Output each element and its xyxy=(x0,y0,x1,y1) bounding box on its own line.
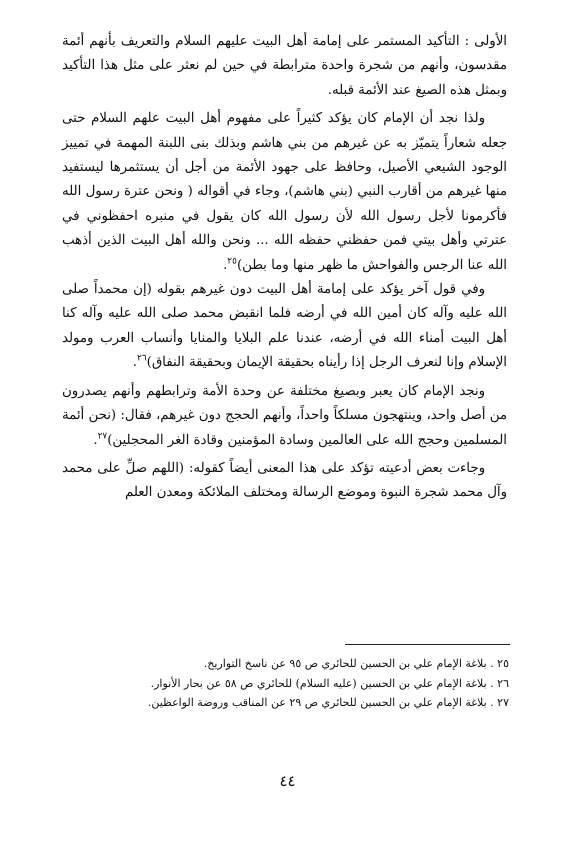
paragraph-3: وفي قول آخر يؤكد على إمامة أهل البيت دون غيرهم بقوله (إن محمداً صلى الله عليه وآله كان أمين الله في أرضه فلما انقبض محمد صلى الله عليه وآله كنا أهل البيت أمناء الله في أرضه، عندنا علم البلايا والمنايا وأنساب العرب ومولد الإسلام وإنا لنعرف الرجل إذا رأيناه بحقيقة الإيمان وبحقيقة النفاق)$^{٢٦}$. xyxy=(62,282,507,371)
footnote-26: ٢٦ . بلاغة الإمام علي بن الحسين (عليه السلام) للحائري ص ٥٨ عن بحار الأنوار. xyxy=(150,676,509,690)
paragraph-1 xyxy=(62,30,507,103)
footnotes xyxy=(140,654,509,713)
footnote-27: ٢٧ . بلاغة الإمام علي بن الحسين للحائري ص ٢٩ عن المناقب وروضة الواعظين. xyxy=(147,696,509,709)
paragraph-3-text: وفي قول آخر يؤكد على إمامة أهل البيت دون غيرهم بقوله (إن محمداً صلى الله عليه وآله كان أمين الله في أرضه فلما انقبض محمد صلى الله عليه وآله كنا أهل البيت أمناء الله في أرضه، عندنا علم البلايا والمنايا وأنساب العرب ومولد الإسلام وإنا لنعرف الرجل إذا رأيناه بحقيقة الإيمان وبحقيقة النفاق) xyxy=(62,282,507,371)
paragraph-1-text: الأولى : التأكيد المستمر على إمامة أهل البيت عليهم السلام والتعريف بأنهم أئمة مقدسون، وأنهم من شجرة واحدة مترابطة في حين لم نعثر على مثل هذا التأكيد وبمثل هذه الصيغ عند الأئمة قبله. xyxy=(62,34,507,98)
footnote-ref-26: ٢٦ xyxy=(137,353,147,364)
paragraph-5-text: وجاءت بعض أدعيته تؤكد على هذا المعنى أيضاً كقوله: (اللهم صلِّ على محمد وآل محمد شجرة النبوة وموضع الرسالة ومختلف الملائكة ومعدن العلم xyxy=(62,460,507,501)
footnote-separator xyxy=(345,644,510,645)
paragraph-2-text: ولذا نجد أن الإمام كان يؤكد كثيراً على مفهوم أهل البيت علهم السلام حتى جعله شعاراً يتميّز به عن غيرهم من بني هاشم وبذلك بنى اللبنة المهمة في تمييز الوجود الشيعي الأصيل، وحافظ على جهود الأئمة من أجل أن يستثمرها ليستفيد منها غيرهم من أقارب النبي (بني هاشم)، وجاء في أقواله ( ونحن عترة رسول الله فأكرمونا لأجل رسول الله لأن رسول الله كان يقول في منبره احفظوني في عترتي وأهل بيتي فمن حفظني حفظه الله ... ونحن والله أهل البيت الذين أذهب الله عنا الرجس والفواحش ما ظهر منها وما بطن) xyxy=(62,111,507,273)
main-text xyxy=(62,30,507,506)
paragraph-4: ونجد الإمام كان يعبر وبصيغ مختلفة عن وحدة الأمة وترابطهم وأنهم يصدرون من أصل واحد، وينتهجون مسلكاً واحداً، وأنهم الحجج دون غيرهم، فقال: (نحن أئمة المسلمين وحجج الله على العالمين وسادة المؤمنين وقادة الغر المحجلين)$^{٢٧}$. xyxy=(62,383,507,448)
footnote-ref-27: ٢٧ xyxy=(97,431,108,442)
paragraph-5 xyxy=(62,457,507,506)
footnote-25: ٢٥ . بلاغة الإمام علي بن الحسين للحائري ص ٩٥ عن ناسخ التواريخ. xyxy=(203,657,509,670)
page-number: ٤٤ xyxy=(279,772,296,790)
footnote-ref-25: ٢٥ xyxy=(227,256,237,267)
paragraph-4-text: ونجد الإمام كان يعبر وبصيغ مختلفة عن وحدة الأمة وترابطهم وأنهم يصدرون من أصل واحد، وينتهجون مسلكاً واحداً، وأنهم الحجج دون غيرهم، فقال: (نحن أئمة المسلمين وحجج الله على العالمين وسادة المؤمنين وقادة الغر المحجلين) xyxy=(62,383,507,448)
paragraph-2: ولذا نجد أن الإمام كان يؤكد كثيراً على مفهوم أهل البيت علهم السلام حتى جعله شعاراً يتميّز به عن غيرهم من بني هاشم وبذلك بنى اللبنة المهمة في تمييز الوجود الشيعي الأصيل، وحافظ على جهود الأئمة من أجل أن يستثمرها ليستفيد منها غيرهم من أقارب النبي (بني هاشم)، وجاء في أقواله ( ونحن عترة رسول الله فأكرمونا لأجل رسول الله لأن رسول الله كان يقول في منبره احفظوني في عترتي وأهل بيتي فمن حفظني حفظه الله ... ونحن والله أهل البيت الذين أذهب الله عنا الرجس والفواحش ما ظهر منها وما بطن)$^{٢٥}$. xyxy=(62,111,507,273)
